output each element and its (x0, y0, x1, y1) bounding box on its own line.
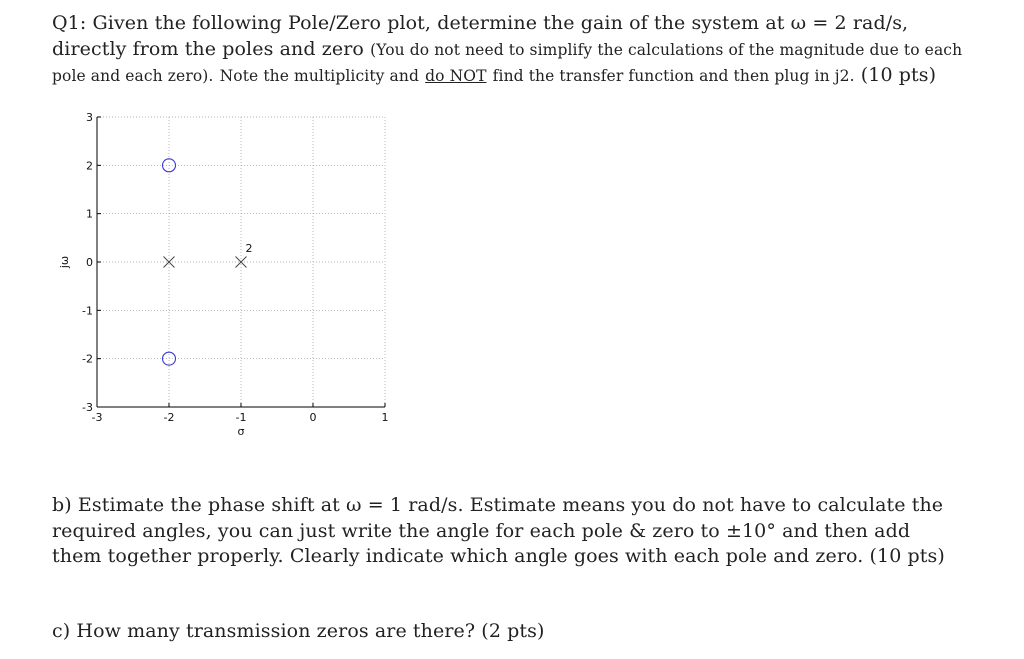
pole-multiplicity-label: 2 (245, 242, 253, 255)
question-a-text-1: Given the following Pole/Zero plot, determine the gain of the system at ω = 2 rad/s, directly from the poles and zero (52, 12, 909, 60)
x-tick-labels (92, 403, 389, 424)
question-a-points: (10 pts) (860, 64, 937, 86)
question-a-label: Q1: (52, 12, 87, 34)
question-a (52, 11, 982, 90)
question-a-text-3: Note the multiplicity and (219, 67, 419, 85)
x-tick-label: -3 (91, 411, 103, 424)
x-tick-label: -1 (235, 411, 247, 424)
y-tick-labels (82, 111, 101, 414)
y-tick-label: 1 (86, 207, 93, 221)
y-tick-label: -3 (82, 401, 93, 414)
y-tick-label: 3 (86, 111, 93, 124)
y-tick-label: 0 (86, 256, 93, 269)
x-tick-label: -2 (163, 411, 175, 424)
question-b: b) Estimate the phase shift at ω = 1 rad/s. Estimate means you do not have to calculate the required angles, you can just write the angle for each pole & zero to ±10° and then add them together properly. Clearly indicate which angle goes with each pole and zero. (10 pts) (52, 494, 945, 567)
x-tick-label: 0 (309, 411, 317, 424)
y-tick-label: -1 (82, 304, 93, 318)
y-axis-label: jω (58, 255, 71, 269)
pole-zero-plot (50, 100, 410, 445)
question-c: c) How many transmission zeros are there? (2 pts) (52, 620, 545, 642)
x-axis-label: σ (237, 425, 245, 438)
question-a-text-5: find the transfer function and then plug in j2. (492, 67, 855, 85)
question-a-text-2: (You do not need to simplify the calculations of the magnitude due to each pole and each zero). (52, 40, 963, 85)
y-tick-label: 2 (86, 159, 93, 173)
y-tick-label: -2 (82, 352, 93, 366)
x-tick-label: 1 (381, 411, 389, 424)
question-a-emphasis: do NOT (425, 67, 487, 85)
